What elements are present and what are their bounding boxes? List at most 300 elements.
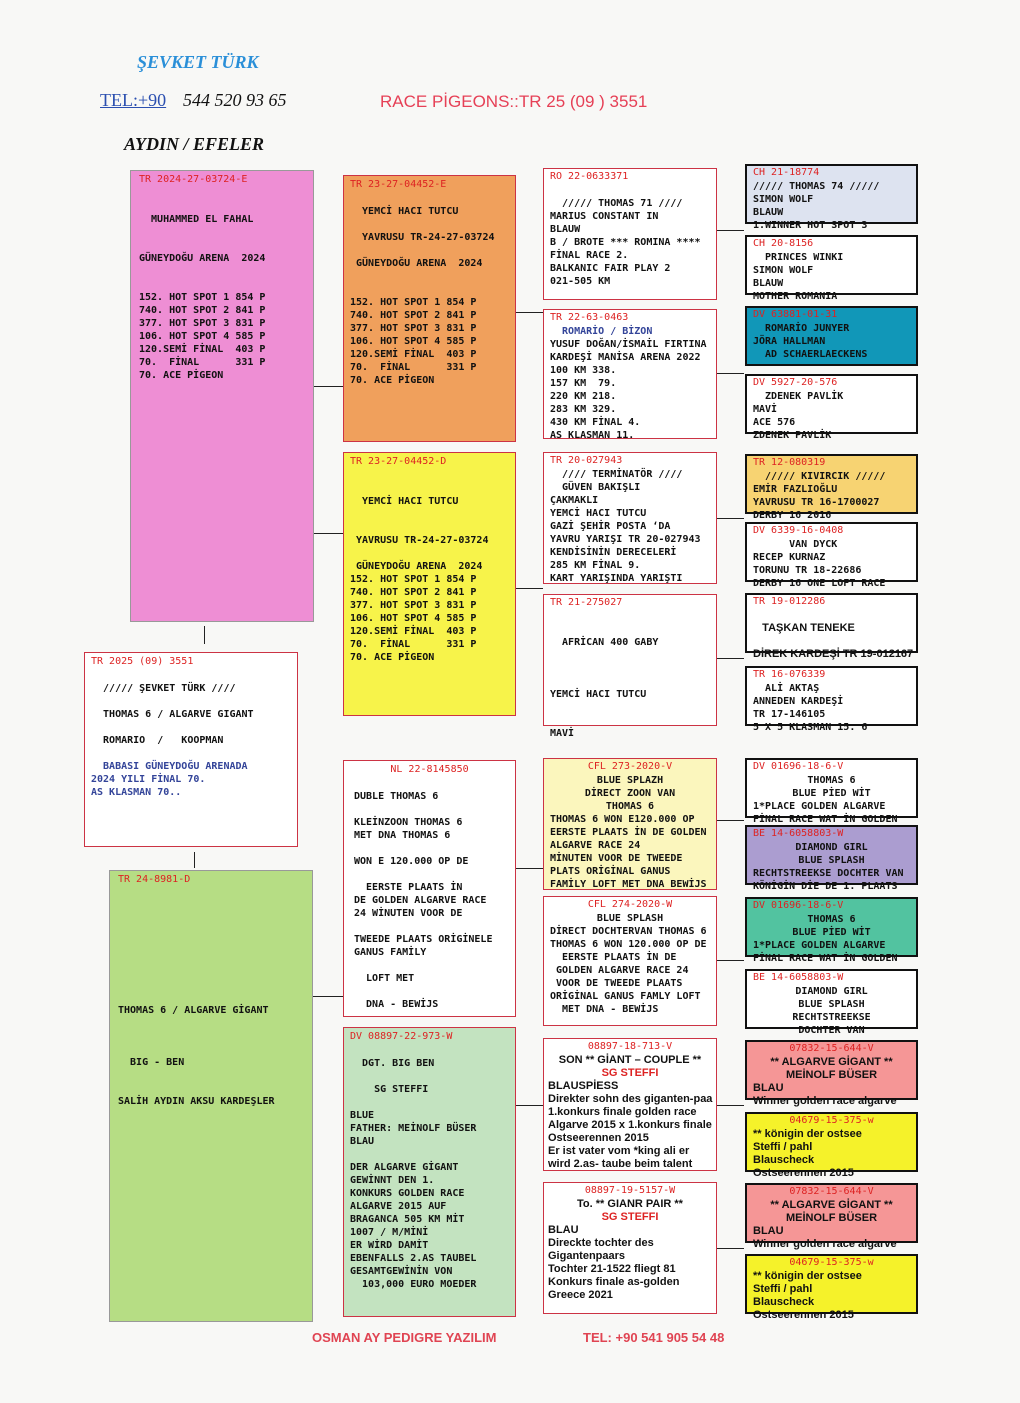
pedigree-line: BLAUSPİESS: [548, 1080, 619, 1092]
connector: [716, 230, 744, 231]
pedigree-line: Gigantenpaars: [548, 1250, 626, 1262]
pedigree-line: B / BROTE *** ROMINA ****: [550, 237, 701, 248]
pedigree-line: [354, 959, 505, 972]
pedigree-line: BLUE PİED WİT: [792, 788, 871, 799]
pedigree-line: YEMCİ HACI TUTCU: [350, 496, 459, 507]
pedigree-line: Direckte tochter des: [548, 1237, 654, 1249]
pedigree-line: BRAGANCA 505 KM MİT: [350, 1214, 465, 1225]
pedigree-line: TORUNU TR 18-22686: [753, 565, 862, 576]
pedigree-line: 70. ACE PİGEON: [350, 375, 435, 386]
pedigree-line: JÖRA HALLMAN: [753, 336, 826, 347]
pedigree-line: BLAUW: [753, 278, 784, 289]
pedigree-line: To. ** GIANR PAIR **: [577, 1198, 683, 1210]
pedigree-line: [118, 900, 304, 913]
tr20-box: [543, 452, 717, 584]
pedigree-line: GÜNEYDOĞU ARENA 2024: [139, 253, 266, 264]
pedigree-line: [139, 200, 305, 213]
ring-number: CH 20-8156: [753, 238, 814, 249]
daughter-box: [543, 1182, 717, 1314]
pedigree-line: ROMARİO / BİZON: [550, 326, 653, 337]
pedigree-line: DİRECT DOCHTERVAN THOMAS 6: [550, 926, 707, 937]
pedigree-line: AS KLASMAN 11.: [550, 430, 635, 441]
pedigree-line: MEİNOLF BÜSER: [785, 1212, 878, 1224]
ring-number: 08897-18-713-V: [587, 1041, 673, 1052]
pedigree-line: [118, 1017, 304, 1030]
ring-number: CH 21-18774: [753, 167, 820, 178]
pedigree-line: KLEİNZOON THOMAS 6: [354, 817, 463, 828]
pedigree-line: MET DNA - BEWİJS: [550, 1004, 659, 1015]
pedigree-line: YEMCİ HACI TUTCU: [550, 508, 647, 519]
pedigree-line: ROMARİO JUNYER: [753, 323, 850, 334]
footer-phone: TEL: +90 541 905 54 48: [583, 1330, 725, 1345]
pedigree-line: DUBLE THOMAS 6: [354, 791, 439, 802]
pedigree-line: BABASI GÜNEYDOĞU ARENADA: [91, 761, 248, 772]
ring-number: TR 20-027943: [550, 455, 623, 466]
pedigree-line: Konkurs finale as-golden: [548, 1276, 680, 1288]
pedigree-line: DER ALGARVE GİGANT: [350, 1162, 459, 1173]
pedigree-line: Ostseerennen 2015: [753, 1167, 854, 1179]
pedigree-line: FAMİLY LOFT MET DNA BEWİJS: [550, 879, 707, 890]
pedigree-line: VOOR DE TWEEDE PLAATS: [550, 978, 683, 989]
pedigree-line: KART YARIŞINDA YARIŞTI: [550, 573, 683, 584]
pedigree-line: BIG - BEN: [118, 1057, 185, 1068]
pedigree-line: RECEP KURNAZ: [753, 552, 826, 563]
pedigree-line: [354, 777, 505, 790]
pedigree-line: Blauscheck: [753, 1296, 815, 1308]
pedigree-line: [350, 521, 509, 534]
pedigree-line: [118, 1030, 304, 1043]
ring-number: TR 2024-27-03724-E: [139, 174, 248, 185]
connector: [716, 373, 744, 374]
pedigree-line: 152. HOT SPOT 1 854 P: [139, 292, 266, 303]
grandsire-dam-side-box: [343, 760, 516, 1017]
pedigree-line: SG STEFFI: [350, 1084, 429, 1095]
pedigree-line: MAVİ: [550, 728, 575, 739]
pedigree-line: Ostseerennen 2015: [548, 1132, 649, 1144]
pedigree-line: GESAMTGEWİNİN VON: [350, 1266, 453, 1277]
pedigree-line: 157 KM 79.: [550, 378, 617, 389]
dv6339-box: [745, 522, 918, 589]
pedigree-line: 220 KM 218.: [550, 391, 617, 402]
ro-box: [543, 168, 717, 300]
pedigree-line: Greece 2021: [548, 1289, 613, 1301]
pedigree-line: [350, 244, 509, 257]
pedigree-line: MARIUS CONSTANT IN: [550, 211, 659, 222]
pedigree-line: BLUE SPLASH: [798, 855, 865, 866]
dv01696a-box: [745, 758, 918, 825]
pedigree-line: YAVRU YARIŞI TR 20-027943: [550, 534, 701, 545]
ring-number: TR 16-076339: [753, 669, 826, 680]
pedigree-line: BLUE PİED WİT: [792, 927, 871, 938]
pedigree-line: ER WİRD DAMİT: [350, 1240, 429, 1251]
pedigree-line: Winner golden race algarve: [753, 1095, 897, 1107]
ring-number: BE 14-6058803-W: [753, 828, 844, 839]
pedigree-line: 120.SEMİ FİNAL 403 P: [350, 626, 477, 637]
ring-number: BE 14-6058803-W: [753, 972, 844, 983]
pedigree-line: GEWİNNT DEN 1.: [350, 1175, 435, 1186]
pedigree-line: [139, 278, 305, 291]
pedigree-line: SON ** GİANT – COUPLE **: [558, 1054, 702, 1066]
pedigree-line: ** königin der ostsee: [753, 1270, 862, 1282]
pedigree-line: DNA - BEWİJS: [354, 999, 439, 1010]
pedigree-line: YAVRUSU TR 16-1700027: [753, 497, 880, 508]
footer-software: OSMAN AY PEDIGRE YAZILIM: [312, 1330, 497, 1345]
ring-number: CFL 273-2020-V: [587, 761, 673, 772]
ring-number: DV 6339-16-0408: [753, 525, 844, 536]
pedigree-line: [354, 803, 505, 816]
be14b-box: [745, 969, 918, 1036]
cfl274-box: [543, 896, 717, 1026]
pedigree-line: [354, 920, 505, 933]
pedigree-line: [753, 609, 910, 622]
pedigree-line: THOMAS 6 / ALGARVE GIGANT: [91, 709, 254, 720]
pedigree-line: 152. HOT SPOT 1 854 P: [350, 297, 477, 308]
pedigree-line: [350, 218, 509, 231]
pedigree-line: 740. HOT SPOT 2 841 P: [350, 587, 477, 598]
pedigree-line: 106. HOT SPOT 4 585 P: [350, 613, 477, 624]
pedigree-line: 120.SEMİ FİNAL 403 P: [139, 344, 266, 355]
pedigree-line: YAVRUSU TR-24-27-03724: [350, 535, 489, 546]
pedigree-line: 377. HOT SPOT 3 831 P: [350, 323, 477, 334]
pedigree-line: SIMON WOLF: [753, 194, 814, 205]
dam-box: [109, 870, 313, 1322]
pedigree-line: Ostseerennen 2015: [753, 1309, 854, 1321]
pedigree-line: 70. FİNAL 331 P: [139, 357, 266, 368]
pedigree-line: 1007 / M/MİNİ: [350, 1227, 429, 1238]
pedigree-line: TAŞKAN TENEKE: [753, 622, 855, 634]
connector: [515, 588, 543, 589]
pedigree-line: MOTHER ROMANIA: [753, 291, 838, 302]
pedigree-line: Direkter sohn des giganten-paa: [548, 1093, 713, 1105]
pedigree-line: ORİGİNAL GANUS FAMLY LOFT: [550, 991, 701, 1002]
pedigree-line: EERSTE PLAATS İN: [354, 882, 463, 893]
pedigree-line: [354, 842, 505, 855]
pedigree-line: AS KLASMAN 70..: [91, 787, 182, 798]
pedigree-line: 106. HOT SPOT 4 585 P: [350, 336, 477, 347]
pedigree-line: [550, 701, 710, 714]
pedigree-line: VAN DYCK: [753, 539, 838, 550]
pedigree-line: 1*PLACE GOLDEN ALGARVE: [753, 940, 886, 951]
pedigree-line: TR 17-146105: [753, 709, 826, 720]
pedigree-line: ** königin der ostsee: [753, 1128, 862, 1140]
connector: [194, 852, 195, 868]
pedigree-line: GÜNEYDOĞU ARENA 2024: [350, 561, 483, 572]
pedigree-line: RECHTSTREEKSE DOCHTER VAN: [753, 868, 904, 879]
pedigree-line: 70. FİNAL 331 P: [350, 639, 477, 650]
pedigree-line: [550, 714, 710, 727]
connector: [313, 386, 343, 387]
pedigree-line: DERBY 16 2016: [753, 510, 832, 521]
pedigree-line: //// TERMİNATÖR ////: [550, 469, 683, 480]
son-box: [543, 1038, 717, 1171]
connector: [716, 820, 744, 821]
pedigree-line: YEMCİ HACI TUTCU: [550, 689, 647, 700]
pedigree-line: 283 KM 329.: [550, 404, 617, 415]
pedigree-line: [118, 939, 304, 952]
connector: [515, 868, 543, 869]
pedigree-line: DOCHTER VAN: [798, 1025, 865, 1036]
pedigree-line: 120.SEMİ FİNAL 403 P: [350, 349, 477, 360]
pedigree-line: BLAU: [753, 1082, 784, 1094]
pedigree-line: THOMAS 6: [807, 775, 856, 786]
pedigree-line: FİNAL RACE WAT İN GOLDEN: [753, 814, 898, 825]
pedigree-line: BLAUW: [753, 207, 784, 218]
pedigree-line: 1*PLACE GOLDEN ALGARVE: [753, 801, 886, 812]
pedigree-line: Winner golden race algarve: [753, 1238, 897, 1250]
ring-number: DV 63881-01-31: [753, 309, 838, 320]
ring-number: TR 21-275027: [550, 597, 623, 608]
ring-number: 08897-19-5157-W: [584, 1185, 676, 1196]
pedigree-line: DİRECT ZOON VAN: [584, 788, 676, 799]
pedigree-line: ROMARIO / KOOPMAN: [91, 735, 224, 746]
pedigree-line: Blauscheck: [753, 1154, 815, 1166]
pedigree-line: BLAUW: [550, 224, 581, 235]
tel-number: 544 520 93 65: [183, 90, 287, 110]
pedigree-line: ACE 576: [753, 417, 796, 428]
pedigree-line: [550, 184, 710, 197]
pedigree-line: DGT. BIG BEN: [350, 1058, 435, 1069]
pedigree-line: SG STEFFI: [601, 1211, 659, 1223]
pedigree-line: 740. HOT SPOT 2 841 P: [139, 305, 266, 316]
pedigree-line: PLATS ORİGİNAL GANUS: [550, 866, 671, 877]
ring-number: DV 5927-20-576: [753, 377, 838, 388]
pedigree-line: [118, 887, 304, 900]
pedigree-line: WON E 120.000 OP DE: [354, 856, 469, 867]
pedigree-line: GÜNEYDOĞU ARENA 2024: [350, 258, 483, 269]
pedigree-line: TWEEDE PLAATS ORİGİNELE: [354, 934, 493, 945]
pedigree-line: EERSTE PLAATS İN DE: [550, 952, 677, 963]
pedigree-line: YUSUF DOĞAN/İSMAİL FIRTINA: [550, 339, 707, 350]
pedigree-line: SG STEFFI: [601, 1067, 659, 1079]
pedigree-line: DİREK KARDEŞİ TR 19-012167: [753, 648, 914, 660]
ch20-box: [745, 235, 918, 302]
pedigree-line: [139, 187, 305, 200]
connector: [204, 626, 205, 644]
pedigree-line: [354, 985, 505, 998]
ring-number: 04679-15-375-w: [789, 1257, 874, 1268]
pedigree-line: ZDENEK PAVLİK: [753, 391, 844, 402]
connector: [716, 960, 744, 961]
pedigree-line: MET DNA THOMAS 6: [354, 830, 451, 841]
pedigree-line: [91, 695, 291, 708]
pedigree-line: [350, 469, 509, 482]
pedigree-line: 5 X 5 KLASMAN 15. 6: [753, 722, 868, 733]
ring-number: DV 01696-18-6-V: [753, 761, 844, 772]
pedigree-line: AD SCHAERLAECKENS: [753, 349, 868, 360]
pedigree-line: ALGARVE RACE 24: [550, 840, 641, 851]
pedigree-line: [350, 1148, 509, 1161]
pedigree-line: YAVRUSU TR-24-27-03724: [350, 232, 495, 243]
pedigree-line: BLAU: [548, 1224, 579, 1236]
pedigree-line: [118, 926, 304, 939]
pedigree-line: 106. HOT SPOT 4 585 P: [139, 331, 266, 342]
tr16-box: [745, 666, 918, 733]
ring-number: TR 19-012286: [753, 596, 826, 607]
pedigree-line: MEİNOLF BÜSER: [785, 1069, 878, 1081]
pedigree-line: [118, 913, 304, 926]
sire-box: [130, 170, 314, 622]
connector: [313, 533, 343, 534]
pedigree-line: 152. HOT SPOT 1 854 P: [350, 574, 477, 585]
pedigree-line: Tochter 21-1522 fliegt 81: [548, 1263, 676, 1275]
pedigree-line: RECHTSTREEKSE: [792, 1012, 871, 1023]
ring-number: TR 2025 (09) 3551: [91, 656, 194, 667]
pedigree-line: KENDİSİNİN DERECELERİ: [550, 547, 677, 558]
pedigree-line: [91, 747, 291, 760]
pedigree-line: THOMAS 6 / ALGARVE GİGANT: [118, 1005, 269, 1016]
algarve-gigant-box-2: [745, 1183, 918, 1250]
pedigree-line: BLUE SPLASH: [798, 999, 865, 1010]
connector: [716, 658, 744, 659]
pedigree-line: GANUS FAMİLY: [354, 947, 427, 958]
pedigree-line: [350, 1044, 509, 1057]
connector: [313, 996, 343, 997]
pedigree-line: [550, 610, 710, 623]
pedigree-line: MUHAMMED EL FAHAL: [139, 214, 254, 225]
pedigree-line: FATHER: MEİNOLF BÜSER: [350, 1123, 477, 1134]
pedigree-line: ** ALGARVE GİGANT **: [770, 1199, 893, 1211]
pedigree-line: THOMAS 6 WON 120.000 OP DE: [550, 939, 707, 950]
main-pigeon-box: [84, 652, 298, 847]
pedigree-line: ///// THOMAS 74 /////: [753, 181, 880, 192]
pedigree-line: SIMON WOLF: [753, 265, 814, 276]
pedigree-line: PRINCES WINKI: [753, 252, 844, 263]
algarve-gigant-box: [745, 1040, 918, 1107]
pedigree-line: 377. HOT SPOT 3 831 P: [350, 600, 477, 611]
pedigree-line: 377. HOT SPOT 3 831 P: [139, 318, 266, 329]
tr22-box: [543, 309, 717, 439]
pedigree-line: [350, 283, 509, 296]
pedigree-line: BLUE: [350, 1110, 375, 1121]
pedigree-line: ANNEDEN KARDEŞİ: [753, 696, 844, 707]
pedigree-line: KÖNİGİN DİE DE 1. PLAATS: [753, 881, 898, 892]
pedigree-line: ALİ AKTAŞ: [753, 683, 820, 694]
pedigree-line: 70. ACE PİGEON: [139, 370, 224, 381]
tr21-box: [543, 594, 717, 739]
pedigree-line: 021-505 KM: [550, 276, 611, 287]
be14a-box: [745, 825, 918, 892]
ring-number: NL 22-8145850: [390, 764, 469, 775]
pedigree-line: THOMAS 6: [605, 801, 655, 812]
granddam-dam-side-box: [343, 1027, 516, 1317]
connector: [515, 312, 543, 313]
connector: [515, 1105, 543, 1106]
pedigree-line: DE GOLDEN ALGARVE RACE: [354, 895, 487, 906]
pedigree-line: [350, 508, 509, 521]
pedigree-line: YEMCİ HACI TUTCU: [350, 206, 459, 217]
pedigree-line: 70. ACE PİGEON: [350, 652, 435, 663]
pedigree-line: [118, 1082, 304, 1095]
pedigree-line: [350, 482, 509, 495]
pedigree-line: 2024 YILI FİNAL 70.: [91, 774, 206, 785]
pedigree-line: [550, 675, 710, 688]
pedigree-line: THOMAS 6: [807, 914, 856, 925]
tr19-box: [745, 593, 918, 660]
pedigree-line: 285 KM FİNAL 9.: [550, 560, 641, 571]
pedigree-line: AFRİCAN 400 GABY: [550, 637, 659, 648]
tel-label[interactable]: TEL:+90: [100, 90, 167, 110]
pedigree-line: BLUE SPLASH: [596, 913, 664, 924]
ch21-box: [745, 164, 918, 231]
pedigree-line: GÜVEN BAKIŞLI: [550, 482, 641, 493]
pedigree-line: Er ist vater vom *king ali er: [548, 1145, 690, 1157]
pedigree-line: BLAU: [753, 1225, 784, 1237]
pedigree-line: [118, 965, 304, 978]
pedigree-line: wird 2.as- taube beim talent: [548, 1158, 693, 1170]
pedigree-line: [139, 265, 305, 278]
connector: [716, 1105, 744, 1106]
pedigree-line: ÇAKMAKLI: [550, 495, 599, 506]
pedigree-line: MİNUTEN VOOR DE TWEEDE: [550, 853, 683, 864]
pedigree-line: GOLDEN ALGARVE RACE 24: [550, 965, 689, 976]
ring-number: TR 23-27-04452-D: [350, 456, 447, 467]
grandsire-box: [343, 175, 516, 442]
pedigree-line: [118, 991, 304, 1004]
dv63881-box: [745, 306, 918, 366]
pedigree-line: BALKANIC FAIR PLAY 2: [550, 263, 671, 274]
konigin-box-2: [745, 1254, 918, 1321]
pedigree-line: 1.konkurs finale golden race: [548, 1106, 697, 1118]
pedigree-line: 100 KM 338.: [550, 365, 617, 376]
ring-number: RO 22-0633371: [550, 171, 629, 182]
pedigree-line: [118, 1043, 304, 1056]
owner-name: ŞEVKET TÜRK: [137, 52, 259, 72]
pedigree-line: 740. HOT SPOT 2 841 P: [350, 310, 477, 321]
pedigree-line: 24 WİNUTEN VOOR DE: [354, 908, 463, 919]
race-title: RACE PİGEONS::TR 25 (09 ) 3551: [380, 92, 648, 111]
pedigree-line: ALGARVE 2015 AUF: [350, 1201, 447, 1212]
pedigree-line: BLUE SPLAZH: [596, 775, 664, 786]
pedigree-line: [91, 669, 291, 682]
tr12-box: [745, 454, 918, 521]
ring-number: 04679-15-375-w: [789, 1115, 874, 1126]
pedigree-line: DIAMOND GIRL: [795, 986, 868, 997]
ring-number: TR 12-080319: [753, 457, 826, 468]
pedigree-line: ** ALGARVE GİGANT **: [770, 1056, 893, 1068]
pedigree-line: 1.WINNER HOT SPOT 3: [753, 220, 868, 231]
ring-number: TR 23-27-04452-E: [350, 179, 447, 190]
pedigree-line: [118, 978, 304, 991]
pedigree-line: ///// KIVIRCIK /////: [753, 471, 886, 482]
ring-number: 07832-15-644-V: [789, 1186, 874, 1197]
pedigree-line: ZDENEK PAVLİK: [753, 430, 832, 441]
pedigree-line: FİNAL RACE 2.: [550, 250, 629, 261]
pedigree-line: [91, 721, 291, 734]
pedigree-line: [139, 226, 305, 239]
pedigree-line: GAZİ ŞEHİR POSTA ‘DA: [550, 521, 671, 532]
pedigree-line: 70. FİNAL 331 P: [350, 362, 477, 373]
pedigree-line: ///// ŞEVKET TÜRK ////: [91, 683, 236, 694]
pedigree-line: EMİR FAZLIOĞLU: [753, 484, 838, 495]
ring-number: CFL 274-2020-W: [587, 899, 673, 910]
pedigree-line: [354, 868, 505, 881]
pedigree-line: BLAU: [350, 1136, 375, 1147]
pedigree-line: EBENFALLS 2.AS TAUBEL: [350, 1253, 477, 1264]
pedigree-line: Algarve 2015 x 1.konkurs finale: [548, 1119, 712, 1131]
konigin-box: [745, 1112, 918, 1179]
pedigree-line: SALİH AYDIN AKSU KARDEŞLER: [118, 1096, 275, 1107]
dv01696b-box: [745, 897, 918, 964]
pedigree-line: [118, 952, 304, 965]
dv5927-box: [745, 374, 918, 441]
pedigree-line: MAVİ: [753, 404, 778, 415]
pedigree-line: EERSTE PLAATS İN DE GOLDEN: [550, 827, 707, 838]
pedigree-line: [350, 192, 509, 205]
pedigree-line: Steffi / pahl: [753, 1283, 813, 1295]
pedigree-line: 430 KM FİNAL 4.: [550, 417, 641, 428]
pedigree-line: [350, 270, 509, 283]
ring-number: TR 24-8981-D: [118, 874, 191, 885]
